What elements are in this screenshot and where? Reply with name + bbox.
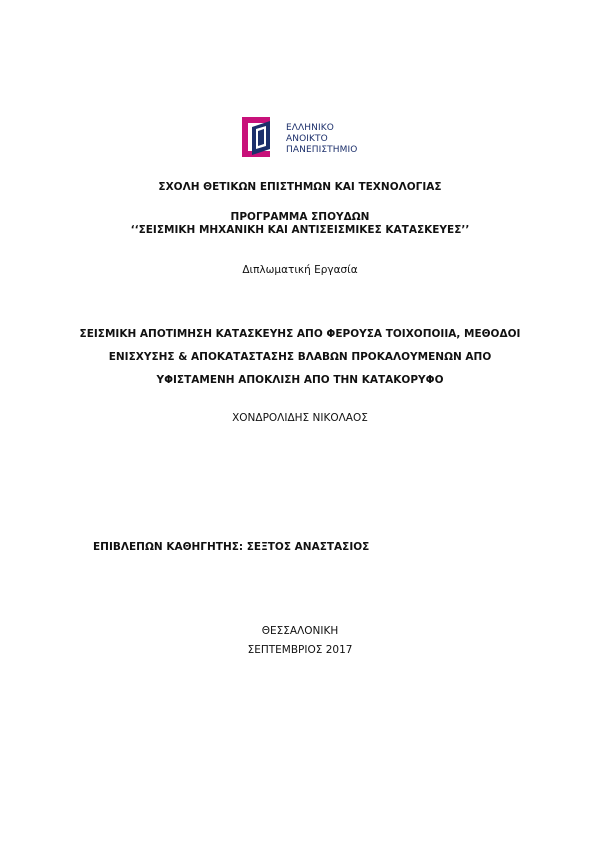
city: ΘΕΣΣΑΛΟΝΙΚΗ [261, 625, 339, 637]
supervisor-line: ΕΠΙΒΛΕΠΩΝ ΚΑΘΗΓΗΤΗΣ: ΣΕΞΤΟΣ ΑΝΑΣΤΑΣΙΟΣ [93, 541, 370, 553]
university-logo [240, 113, 380, 163]
thesis-title-line-3: ΥΦΙΣΤΑΜΕΝΗ ΑΠΟΚΛΙΣΗ ΑΠΟ ΤΗΝ ΚΑΤΑΚΟΡΥΦΟ [156, 374, 444, 386]
author-name: ΧΟΝΔΡΟΛΙΔΗΣ ΝΙΚΟΛΑΟΣ [232, 412, 368, 424]
university-logo-mark-icon [240, 113, 280, 159]
date: ΣΕΠΤΕΜΒΡΙΟΣ 2017 [247, 644, 353, 656]
thesis-title-line-2: ΕΝΙΣΧΥΣΗΣ & ΑΠΟΚΑΤΑΣΤΑΣΗΣ ΒΛΑΒΩΝ ΠΡΟΚΑΛΟΥΜΕΝΩΝ ΑΠΟ [108, 351, 492, 363]
university-logo-text [286, 123, 357, 156]
logo-line-1: ΕΛΛΗΝΙΚΟ [286, 123, 334, 133]
school-name: ΣΧΟΛΗ ΘΕΤΙΚΩΝ ΕΠΙΣΤΗΜΩΝ ΚΑΙ ΤΕΧΝΟΛΟΓΙΑΣ [158, 181, 442, 193]
thesis-type: Διπλωματική Εργασία [242, 264, 358, 276]
program-name: ‘‘ΣΕΙΣΜΙΚΗ ΜΗΧΑΝΙΚΗ ΚΑΙ ΑΝΤΙΣΕΙΣΜΙΚΕΣ ΚΑΤΑΣΚΕΥΕΣ’’ [130, 224, 470, 236]
program-label: ΠΡΟΓΡΑΜΜΑ ΣΠΟΥΔΩΝ [230, 211, 370, 223]
logo-line-3: ΠΑΝΕΠΙΣΤΗΜΙΟ [286, 145, 358, 155]
logo-line-2: ΑΝΟΙΚΤΟ [286, 134, 328, 144]
thesis-title-line-1: ΣΕΙΣΜΙΚΗ ΑΠΟΤΙΜΗΣΗ ΚΑΤΑΣΚΕΥΗΣ ΑΠΟ ΦΕΡΟΥΣΑ ΤΟΙΧΟΠΟΙΙΑ, ΜΕΘΟΔΟΙ [79, 328, 521, 340]
